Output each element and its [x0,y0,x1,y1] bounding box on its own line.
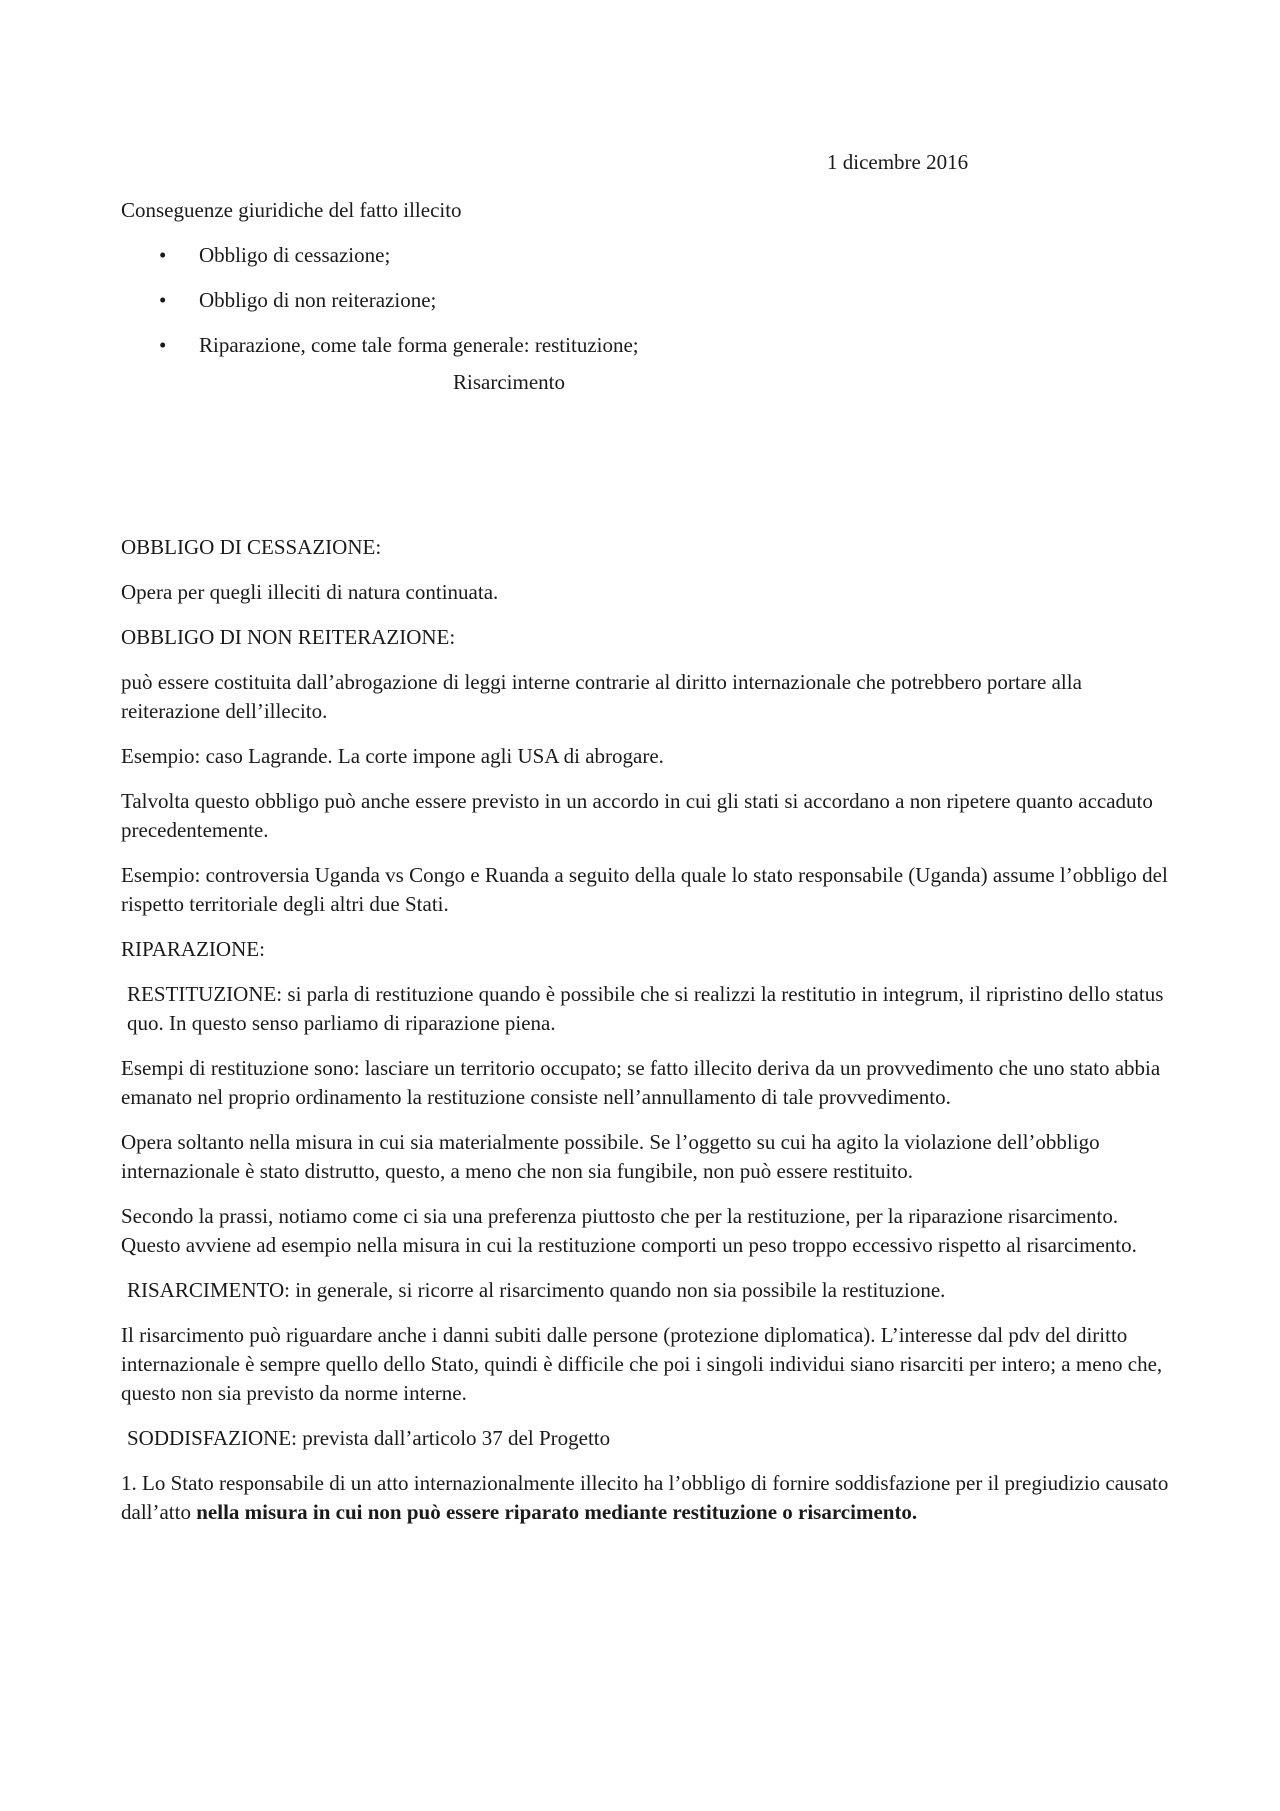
blank-space [121,397,1171,533]
list-item-text: Obbligo di non reiterazione; [199,288,437,312]
document-date: 1 dicembre 2016 [827,150,969,174]
paragraph: SODDISFAZIONE: prevista dall’articolo 37 del Progetto [127,1426,611,1450]
paragraph: Esempio: caso Lagrande. La corte impone agli USA di abrogare. [121,744,664,768]
list-item [121,331,1171,360]
paragraph-text: 1. Lo Stato responsabile di un atto internazionalmente illecito ha l’obbligo di fornire soddisfazione per il pregiudizio causato dall’atto [121,1471,1169,1524]
consequences-list [121,241,1171,360]
paragraph-bold-text: nella misura in cui non può essere riparato mediante restituzione o risarcimento. [196,1500,918,1524]
section-heading-cessazione: OBBLIGO DI CESSAZIONE: [121,535,382,559]
paragraph: Opera per quegli illeciti di natura continuata. [121,580,499,604]
bullet-icon: • [159,288,167,312]
bullet-icon: • [159,333,167,357]
list-item-text: Riparazione, come tale forma generale: restituzione; [199,333,639,357]
paragraph [121,1469,1171,1527]
paragraph: Secondo la prassi, notiamo come ci sia una preferenza piuttosto che per la restituzione, per la riparazione risarcimento. Questo avviene ad esempio nella misura in cui la restituzione comporti un peso troppo eccessivo rispetto al risarcimento. [121,1204,1137,1257]
document-body [121,196,1171,1543]
paragraph: Esempi di restituzione sono: lasciare un territorio occupato; se fatto illecito deriva da un provvedimento che uno stato abbia emanato nel proprio ordinamento la restituzione consiste nell’annullamento di tale provvedimento. [121,1056,1161,1109]
paragraph: RISARCIMENTO: in generale, si ricorre al risarcimento quando non sia possibile la restituzione. [127,1278,946,1302]
paragraph: può essere costituita dall’abrogazione di leggi interne contrarie al diritto internazionale che potrebbero portare alla reiterazione dell’illecito. [121,670,1082,723]
bullet-icon: • [159,243,167,267]
list-item [121,241,1171,270]
list-item-continuation: Risarcimento [453,370,565,394]
paragraph: Talvolta questo obbligo può anche essere previsto in un accordo in cui gli stati si accordano a non ripetere quanto accaduto precedentemente. [121,789,1153,842]
document-title: Conseguenze giuridiche del fatto illecito [121,198,462,222]
paragraph: RESTITUZIONE: si parla di restituzione quando è possibile che si realizzi la restitutio in integrum, il ripristino dello status quo. In questo senso parliamo di riparazione piena. [127,982,1164,1035]
section-heading-reiterazione: OBBLIGO DI NON REITERAZIONE: [121,625,456,649]
paragraph: Esempio: controversia Uganda vs Congo e Ruanda a seguito della quale lo stato responsabile (Uganda) assume l’obbligo del rispetto territoriale degli altri due Stati. [121,863,1168,916]
list-item [121,286,1171,315]
list-item-text: Obbligo di cessazione; [199,243,391,267]
paragraph: Opera soltanto nella misura in cui sia materialmente possibile. Se l’oggetto su cui ha agito la violazione dell’obbligo internazionale è stato distrutto, questo, a meno che non sia fungibile, non può essere restituito. [121,1130,1100,1183]
paragraph: Il risarcimento può riguardare anche i danni subiti dalle persone (protezione diplomatica). L’interesse dal pdv del diritto internazionale è sempre quello dello Stato, quindi è difficile che poi i singoli individui siano risarciti per intero; a meno che, questo non sia previsto da norme interne. [121,1323,1163,1405]
section-heading-riparazione: RIPARAZIONE: [121,937,265,961]
